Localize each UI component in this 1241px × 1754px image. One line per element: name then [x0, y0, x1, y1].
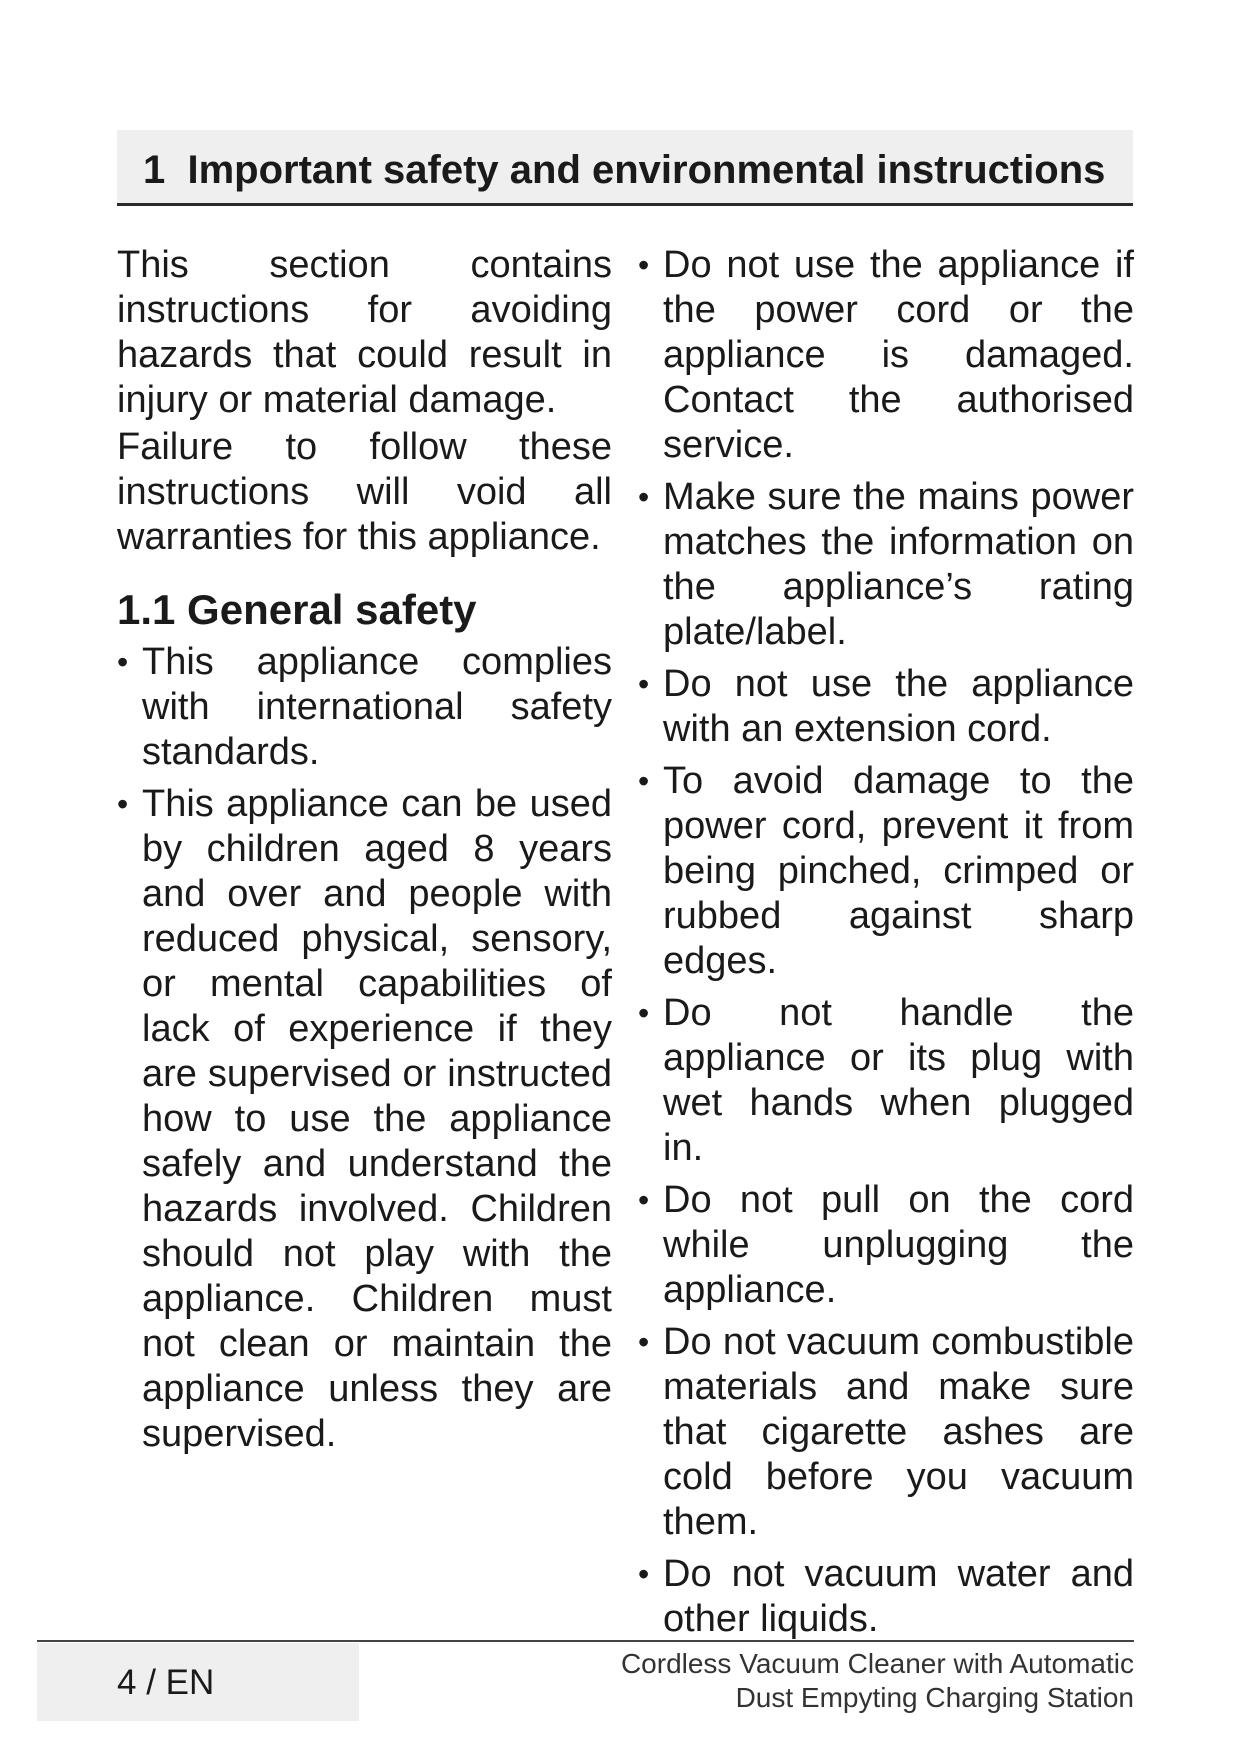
list-item: • This appliance can be used by children aged 8 years and over and people with reduced physical, sensory, or mental capabilities of lack of experience if they are supervised or instructed how to use the appliance safely and understand the hazards involved. Children should not play with the appliance. Children must not clean or maintain the appliance unless they are supervised.	[117, 782, 612, 1457]
list-item: • Make sure the mains power matches the information on the appliance’s rating plate/label.	[638, 475, 1134, 655]
list-item: • Do not vacuum water and other liquids.	[638, 1552, 1134, 1642]
footer-product-line-1: Cordless Vacuum Cleaner with Automatic	[620, 1648, 1134, 1679]
list-item: • Do not handle the appliance or its plug with wet hands when plugged in.	[638, 991, 1134, 1171]
left-column	[117, 243, 612, 1464]
list-item: • To avoid damage to the power cord, prevent it from being pinched, crimped or rubbed against sharp edges.	[638, 759, 1134, 984]
right-bullet-list	[638, 243, 1134, 1642]
section-title-text: Important safety and environmental instructions	[187, 148, 1106, 192]
list-item: • This appliance complies with international safety standards.	[117, 640, 612, 775]
intro-paragraph: This section contains instructions for avoiding hazards that could result in injury or material damage.	[117, 244, 612, 421]
footer-divider	[37, 1640, 1134, 1642]
page-number: 4 / EN	[117, 1663, 215, 1702]
warranty-paragraph: Failure to follow these instructions will void all warranties for this appliance.	[117, 426, 612, 558]
list-item: • Do not use the appliance with an extension cord.	[638, 662, 1134, 752]
list-item: • Do not use the appliance if the power cord or the appliance is damaged. Contact the authorised service.	[638, 243, 1134, 468]
left-bullet-list	[117, 640, 612, 1457]
footer-product-line-2: Dust Empyting Charging Station	[735, 1682, 1134, 1713]
section-title	[143, 148, 1105, 193]
section-number: 1	[143, 148, 166, 192]
section-heading-bar	[117, 130, 1133, 206]
footer-product-title	[534, 1647, 1134, 1715]
right-column	[638, 243, 1134, 1649]
list-item: • Do not pull on the cord while unplugging the appliance.	[638, 1178, 1134, 1313]
list-item: • Do not vacuum combustible materials and make sure that cigarette ashes are cold before you vacuum them.	[638, 1320, 1134, 1545]
subsection-title: 1.1 General safety	[117, 586, 477, 633]
